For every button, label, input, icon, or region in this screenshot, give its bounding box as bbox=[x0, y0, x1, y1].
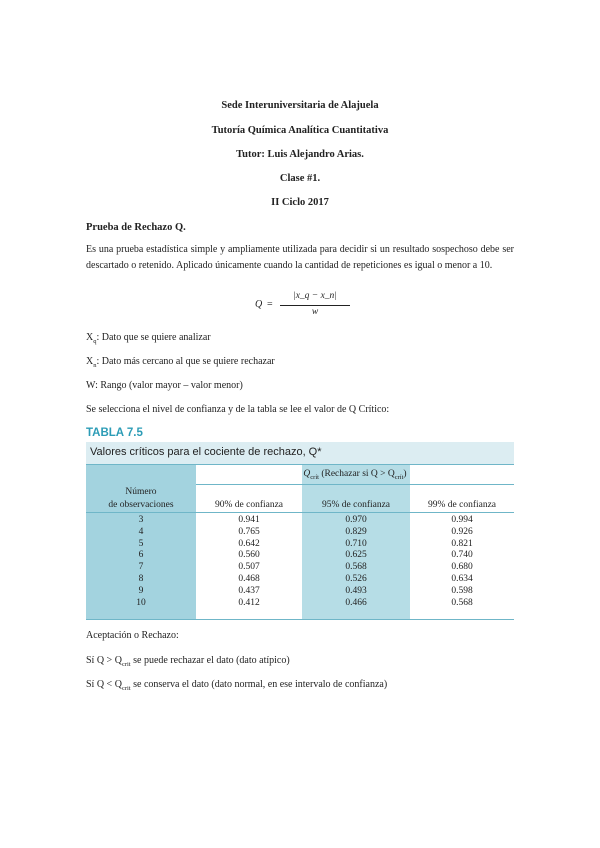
table-cell-value: 0.412 bbox=[238, 597, 260, 608]
span-q: Q bbox=[303, 469, 311, 479]
formula-equals: = bbox=[267, 299, 273, 310]
table-cell-value: 0.970 bbox=[345, 515, 367, 525]
table-cell-value: 0.926 bbox=[451, 526, 473, 537]
def-text: : Dato más cercano al que se quiere rechazar bbox=[96, 356, 275, 367]
class-number: Clase #1. bbox=[279, 173, 321, 184]
table-cell-value: 0.625 bbox=[345, 550, 367, 561]
table-cell-n: 5 bbox=[138, 538, 144, 549]
def-subscript: n bbox=[93, 362, 97, 369]
table-cell-value: 0.994 bbox=[451, 515, 473, 525]
intro-paragraph: Es una prueba estadística simple y ampliamente utilizada para decidir si un resultado sospechoso debe ser descartado o retenido. Aplicado únicamente cuando la cantidad de repeticiones es igual o menor a 10. bbox=[86, 244, 514, 271]
table-title: Valores críticos para el cociente de rechazo, Q* bbox=[90, 446, 322, 458]
rule-sub: crit bbox=[121, 661, 131, 668]
table-cell-value: 0.568 bbox=[451, 597, 473, 608]
def-symbol: X bbox=[86, 332, 94, 343]
acceptance-title: Aceptación o Rechazo: bbox=[86, 630, 179, 641]
definition-xn bbox=[86, 356, 275, 369]
definition-xq bbox=[86, 332, 211, 345]
table-cell-n: 10 bbox=[136, 597, 146, 608]
q-formula bbox=[252, 289, 362, 323]
table-cell-value: 0.710 bbox=[345, 538, 367, 549]
row-header bbox=[86, 486, 196, 512]
table-cell-value: 0.634 bbox=[451, 574, 473, 584]
span-end: ) bbox=[403, 469, 407, 479]
table-cell-value: 0.437 bbox=[238, 585, 260, 596]
fraction-bar bbox=[280, 305, 350, 306]
table-cell-value: 0.821 bbox=[451, 538, 473, 549]
table-bottom-rule bbox=[86, 619, 514, 620]
table-cell-value: 0.568 bbox=[345, 562, 367, 573]
column-header-95: 95% de confianza bbox=[321, 500, 391, 510]
table-label: TABLA 7.5 bbox=[86, 427, 143, 439]
span-sub: crít bbox=[310, 473, 319, 481]
table-cell-value: 0.680 bbox=[451, 562, 473, 573]
header-rule bbox=[86, 512, 514, 513]
table-cell-n: 9 bbox=[138, 585, 144, 596]
def-text: : Dato que se quiere analizar bbox=[96, 332, 211, 343]
column-header-99: 99% de confianza bbox=[427, 500, 497, 510]
section-title: Prueba de Rechazo Q. bbox=[86, 222, 186, 233]
table-cell-value: 0.740 bbox=[451, 550, 473, 561]
table-cell-value: 0.598 bbox=[451, 585, 473, 596]
formula-denominator: w bbox=[311, 307, 319, 317]
rule-post: se conserva el dato (dato normal, en ese intervalo de confianza) bbox=[130, 679, 388, 690]
rule-pre: Sí Q > Q bbox=[86, 655, 122, 666]
definition-w bbox=[86, 380, 243, 391]
term: II Ciclo 2017 bbox=[271, 197, 329, 208]
table-cell-value: 0.941 bbox=[238, 515, 260, 525]
row-header-line1: Número bbox=[125, 487, 157, 497]
table-cell-value: 0.468 bbox=[238, 574, 260, 584]
qcrit-span-header bbox=[196, 469, 514, 481]
table-cell-value: 0.526 bbox=[345, 574, 367, 584]
table-cell-n: 3 bbox=[138, 515, 144, 525]
table-cell-value: 0.560 bbox=[238, 550, 260, 561]
table-cell-value: 0.493 bbox=[345, 585, 367, 596]
rule-sub: crit bbox=[121, 685, 131, 692]
span-header-rule bbox=[196, 484, 514, 485]
institution-title: Sede Interuniversitaria de Alajuela bbox=[221, 100, 379, 111]
column-header-90: 90% de confianza bbox=[214, 500, 284, 510]
row-header-line2: de observaciones bbox=[108, 500, 174, 510]
def-symbol: X bbox=[86, 356, 94, 367]
table-cell-n: 7 bbox=[138, 562, 144, 573]
table-cell-n: 8 bbox=[138, 574, 144, 584]
table-cell-value: 0.507 bbox=[238, 562, 260, 573]
table-intro: Se selecciona el nivel de confianza y de la tabla se lee el valor de Q Crítico: bbox=[86, 404, 390, 415]
rule-pre: Sí Q < Q bbox=[86, 679, 122, 690]
def-text: : Rango (valor mayor – valor menor) bbox=[95, 380, 243, 391]
course-title: Tutoría Química Analítica Cuantitativa bbox=[211, 125, 389, 136]
formula-numerator: |x_q − x_n| bbox=[293, 291, 337, 301]
span-mid: (Rechazar si Q > Q bbox=[318, 469, 395, 479]
span-sub2: crít bbox=[394, 473, 404, 481]
table-cell-value: 0.765 bbox=[238, 526, 260, 537]
def-subscript: q bbox=[93, 338, 97, 345]
def-symbol: W bbox=[86, 380, 96, 391]
table-cell-value: 0.466 bbox=[345, 597, 367, 608]
table-cell-n: 6 bbox=[138, 550, 144, 561]
table-cell-value: 0.642 bbox=[238, 538, 260, 549]
tutor-name: Tutor: Luis Alejandro Arias. bbox=[236, 149, 364, 160]
formula-lhs: Q bbox=[255, 299, 263, 310]
rule-reject bbox=[86, 655, 290, 668]
rule-post: se puede rechazar el dato (dato atípico) bbox=[130, 655, 290, 666]
table-cell-value: 0.829 bbox=[345, 526, 367, 537]
rule-keep bbox=[86, 679, 387, 692]
table-cell-n: 4 bbox=[138, 526, 144, 537]
